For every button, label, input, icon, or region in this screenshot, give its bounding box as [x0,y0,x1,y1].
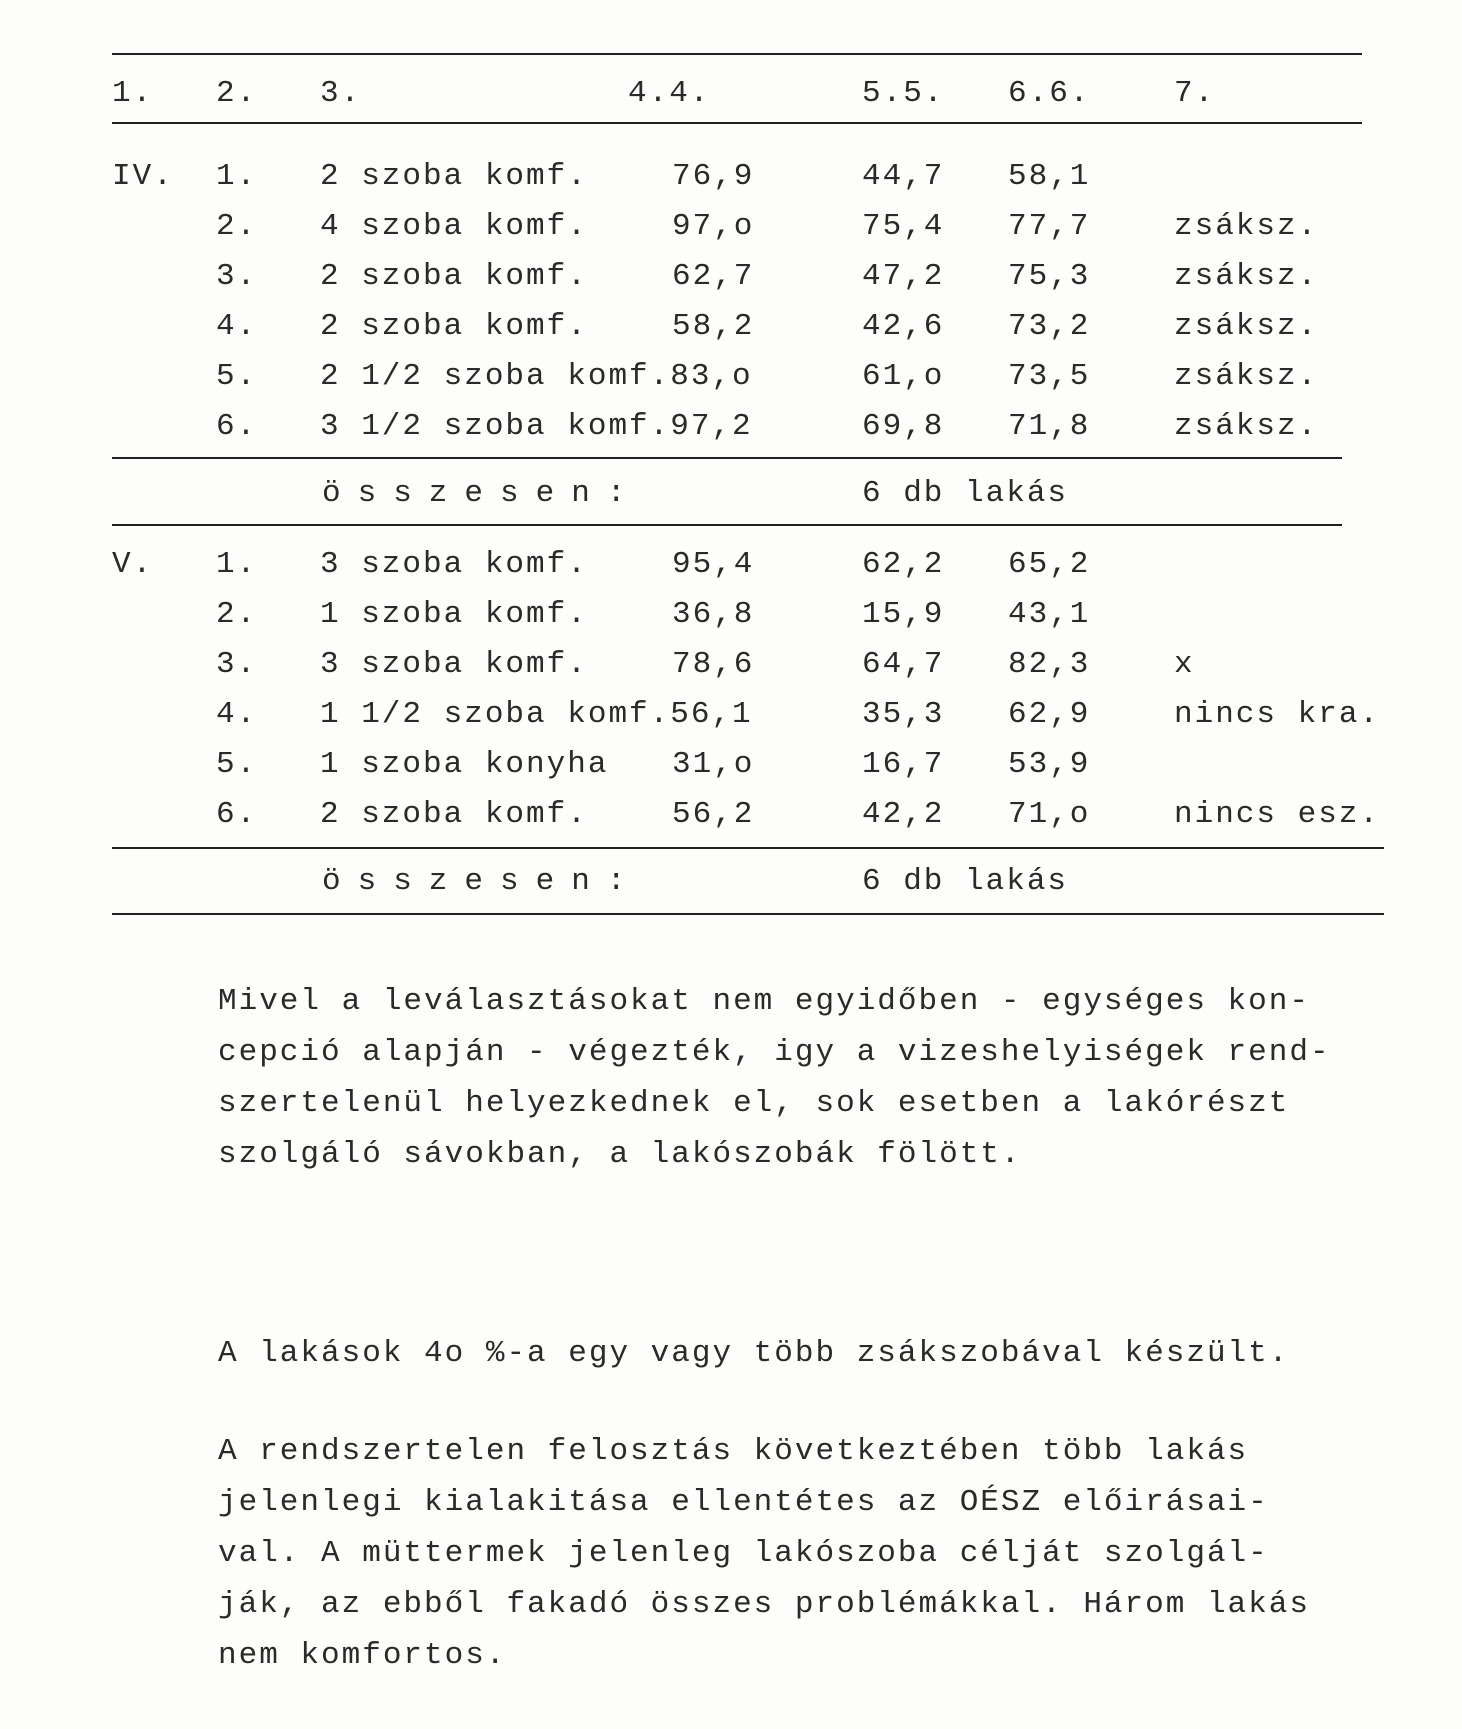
paragraph-line: szertelenül helyezkednek el, sok esetben a lakórészt [218,1086,1290,1121]
summary-value: 6 db lakás [862,476,1069,511]
summary-v-bottom-rule [112,913,1384,915]
row-col-6: 73,5 [1008,359,1091,394]
row-col-6: 65,2 [1008,547,1091,582]
row-note: nincs esz. [1174,797,1381,832]
row-type: 3 szoba komf. [320,647,588,682]
table-row [0,545,1462,585]
table-row [0,407,1462,447]
row-col-5: 15,9 [862,597,945,632]
row-col-6: 71,8 [1008,409,1091,444]
paragraph-layout-issues [218,1426,1358,1681]
row-type: 1 szoba konyha [320,747,609,782]
row-type: 1 1/2 szoba komf.56,1 [320,697,753,732]
table-header-row [0,74,1462,114]
row-type: 2 szoba komf. [320,259,588,294]
row-col-4: 97,o [672,209,755,244]
header-col-7: 7. [1174,76,1216,111]
row-col-6: 71,o [1008,797,1091,832]
header-col-5: 5.5. [862,76,945,111]
paragraph-line: szolgáló sávokban, a lakószobák fölött. [218,1137,1022,1172]
row-type: 3 szoba komf. [320,547,588,582]
paragraph-line: nem komfortos. [218,1638,507,1673]
table-row [0,157,1462,197]
row-col-5: 47,2 [862,259,945,294]
row-number: 2. [216,597,258,632]
row-col-4: 58,2 [672,309,755,344]
row-col-4: 56,2 [672,797,755,832]
row-col-6: 62,9 [1008,697,1091,732]
header-col-6: 6.6. [1008,76,1091,111]
row-col-4: 62,7 [672,259,755,294]
row-note: zsáksz. [1174,409,1319,444]
table-top-rule [112,53,1362,55]
table-row [0,357,1462,397]
row-col-5: 44,7 [862,159,945,194]
row-col-4: 36,8 [672,597,755,632]
row-col-5: 16,7 [862,747,945,782]
row-number: 6. [216,797,258,832]
summary-label: összesen: [322,476,643,511]
row-col-5: 61,o [862,359,945,394]
paragraph-dead-end-rooms [218,1328,1358,1379]
row-number: 4. [216,697,258,732]
paragraph-line: ják, az ebből fakadó összes problémákkal. Három lakás [218,1587,1310,1622]
summary-label: összesen: [322,864,643,899]
row-note: zsáksz. [1174,209,1319,244]
table-row [0,257,1462,297]
row-col-6: 82,3 [1008,647,1091,682]
row-col-4: 76,9 [672,159,755,194]
row-type: 1 szoba komf. [320,597,588,632]
group-v-bottom-rule [112,847,1384,849]
row-number: 5. [216,359,258,394]
row-col-4: 95,4 [672,547,755,582]
group-iv-bottom-rule [112,457,1342,459]
row-col-4: 78,6 [672,647,755,682]
row-col-5: 64,7 [862,647,945,682]
paragraph-separation [218,976,1358,1180]
paragraph-line: Mivel a leválasztásokat nem egyidőben - egységes kon- [218,984,1310,1019]
row-type: 2 szoba komf. [320,797,588,832]
paragraph-line: jelenlegi kialakitása ellentétes az OÉSZ előirásai- [218,1485,1269,1520]
row-col-5: 69,8 [862,409,945,444]
group-label: IV. [112,159,174,194]
row-number: 3. [216,259,258,294]
header-bottom-rule [112,122,1362,124]
paragraph-line: cepció alapján - végezték, igy a vizeshelyiségek rend- [218,1035,1331,1070]
row-note: nincs kra. [1174,697,1381,732]
summary-value: 6 db lakás [862,864,1069,899]
row-col-6: 77,7 [1008,209,1091,244]
header-col-3: 3. [320,76,362,111]
row-type: 4 szoba komf. [320,209,588,244]
row-type: 2 1/2 szoba komf.83,o [320,359,753,394]
row-number: 1. [216,159,258,194]
row-note: zsáksz. [1174,309,1319,344]
table-row [0,795,1462,835]
row-number: 4. [216,309,258,344]
summary-row [0,862,1462,902]
row-type: 3 1/2 szoba komf.97,2 [320,409,753,444]
header-col-4: 4.4. [628,76,711,111]
row-number: 2. [216,209,258,244]
row-number: 6. [216,409,258,444]
row-col-5: 42,2 [862,797,945,832]
row-col-5: 62,2 [862,547,945,582]
row-col-4: 31,o [672,747,755,782]
summary-row [0,474,1462,514]
row-note: x [1174,647,1195,682]
row-number: 1. [216,547,258,582]
row-type: 2 szoba komf. [320,309,588,344]
row-col-6: 53,9 [1008,747,1091,782]
row-note: zsáksz. [1174,359,1319,394]
row-number: 5. [216,747,258,782]
table-row [0,645,1462,685]
table-row [0,595,1462,635]
table-row [0,745,1462,785]
row-col-6: 73,2 [1008,309,1091,344]
group-label: V. [112,547,154,582]
row-col-5: 42,6 [862,309,945,344]
paragraph-line: A lakások 4o %-a egy vagy több zsákszobával készült. [218,1336,1290,1371]
table-row [0,695,1462,735]
table-row [0,207,1462,247]
paragraph-line: val. A müttermek jelenleg lakószoba célját szolgál- [218,1536,1269,1571]
row-col-6: 58,1 [1008,159,1091,194]
header-col-2: 2. [216,76,258,111]
table-row [0,307,1462,347]
row-type: 2 szoba komf. [320,159,588,194]
row-col-6: 75,3 [1008,259,1091,294]
row-col-5: 35,3 [862,697,945,732]
header-col-1: 1. [112,76,154,111]
summary-iv-bottom-rule [112,524,1342,526]
row-number: 3. [216,647,258,682]
row-note: zsáksz. [1174,259,1319,294]
row-col-5: 75,4 [862,209,945,244]
paragraph-line: A rendszertelen felosztás következtében több lakás [218,1434,1249,1469]
row-col-6: 43,1 [1008,597,1091,632]
